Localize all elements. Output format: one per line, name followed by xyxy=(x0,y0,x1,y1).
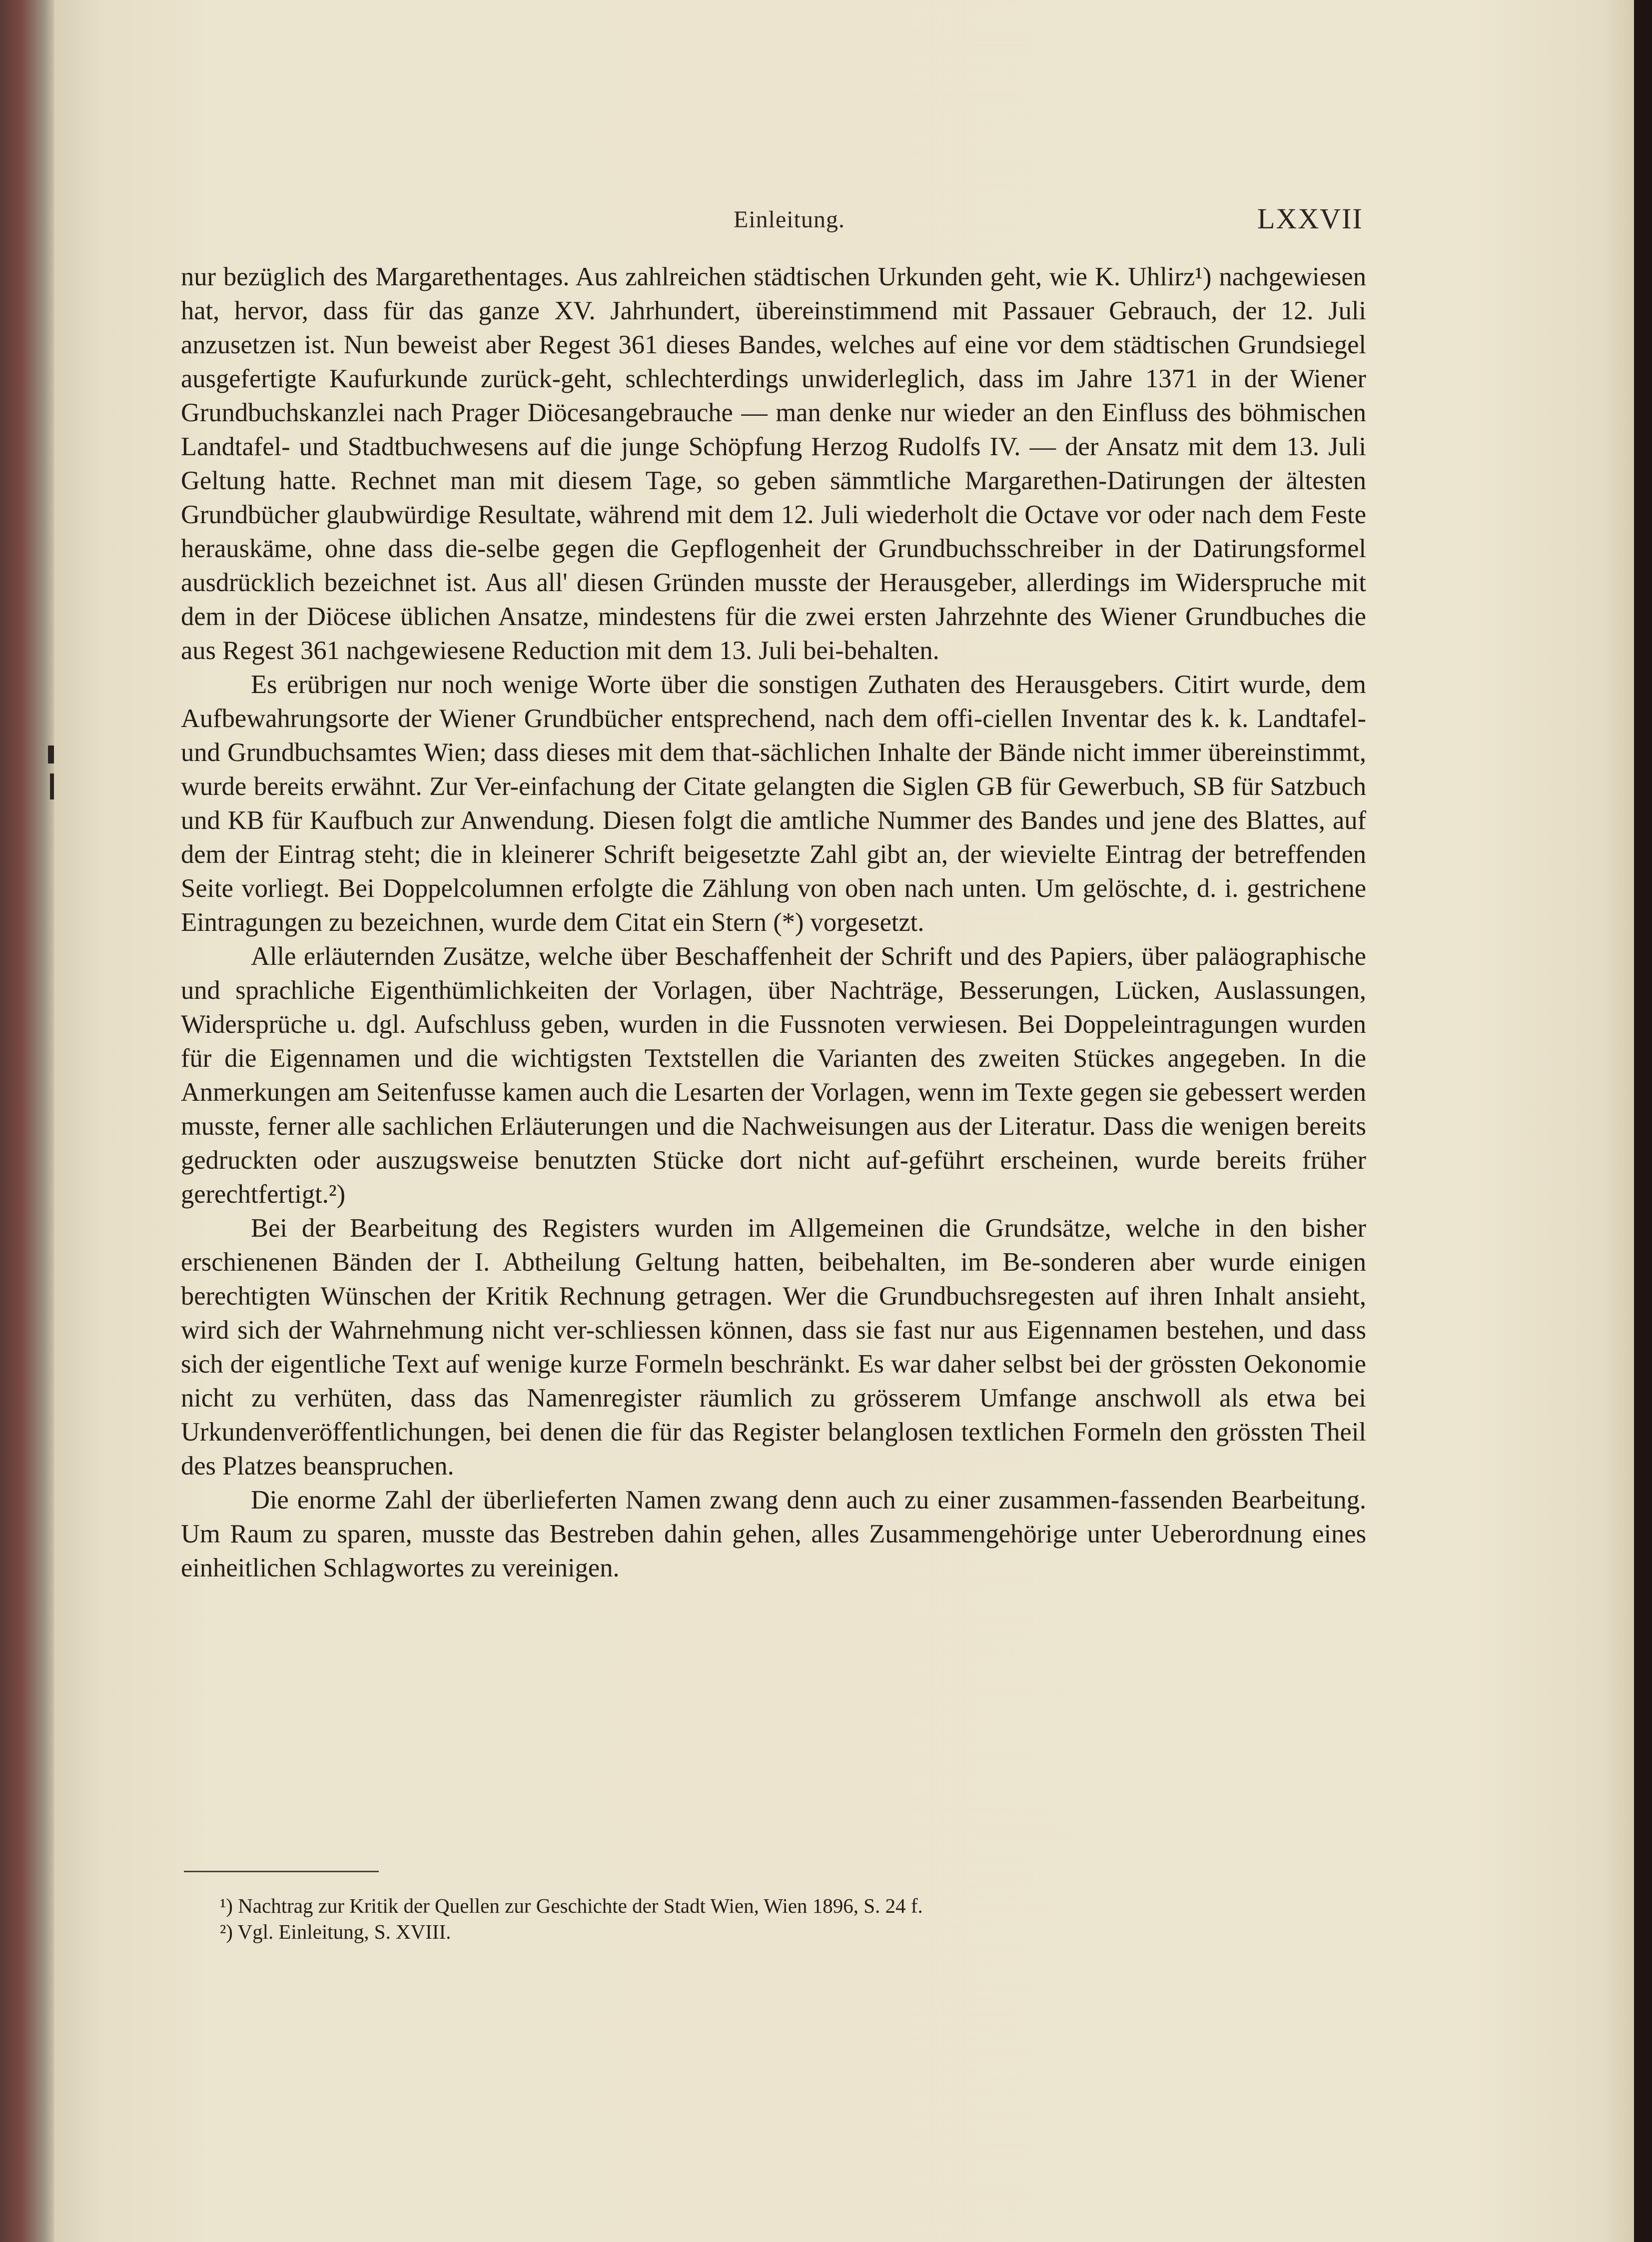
text-line: Formeln den grössten Theil des Platzes beanspruchen. xyxy=(181,1418,1367,1481)
paragraph-1 xyxy=(181,260,1366,668)
text-line: einfachung der Citate gelangten die Siglen GB für Gewerbuch, SB für Satzbuch und KB xyxy=(181,772,1366,835)
running-header xyxy=(54,202,1634,246)
text-line: Bei der Bearbeitung des Registers wurden im Allgemeinen die Grundsätze, welche xyxy=(251,1214,1200,1243)
text-line: etwa bei Urkundenveröffentlichungen, bei denen die für das Register belanglosen textlichen xyxy=(181,1384,1366,1447)
text-line: in den bisher erschienenen Bänden der I. Abtheilung Geltung hatten, beibehalten, im Be- xyxy=(181,1214,1366,1277)
text-line: Es erübrigen nur noch wenige Worte über die sonstigen Zuthaten des Herausgebers. xyxy=(251,670,1165,699)
text-line: sonderen aber wurde einigen berechtigten Wünschen der Kritik Rechnung getragen. Wer xyxy=(181,1248,1366,1311)
text-line: für Kaufbuch zur Anwendung. Diesen folgt die amtliche Nummer des Bandes und jene xyxy=(271,806,1196,835)
text-line: am Seitenfusse kamen auch die Lesarten der Vorlagen, wenn im Texte gegen sie gebessert xyxy=(337,1078,1283,1107)
text-line: Uhlirz¹) nachgewiesen hat, hervor, dass für das ganze XV. Jahrhundert, übereinstimmend xyxy=(181,262,1366,325)
footnotes xyxy=(220,1893,1344,1945)
text-line: Bandes, welches auf eine vor dem städtischen Grundsiegel ausgefertigte Kaufurkunde zurück- xyxy=(181,330,1367,393)
paragraph-5 xyxy=(181,1483,1366,1585)
text-line: des Blattes, auf dem der Eintrag steht; die in kleinerer Schrift beigesetzte Zahl gibt an, xyxy=(181,806,1367,869)
footnote-2: ²) Vgl. Einleitung, S. XVIII. xyxy=(220,1920,451,1943)
text-line: schliessen können, dass sie fast nur aus Eigennamen bestehen, und dass sich der eigentliche xyxy=(181,1316,1366,1379)
paragraph-2 xyxy=(181,668,1366,939)
book-spine-edge xyxy=(0,0,54,2242)
text-line: werden musste, ferner alle sachlichen Erläuterungen und die Nachweisungen aus der Literatur. xyxy=(181,1078,1367,1141)
text-line: Wiener Grundbuches die aus Regest 361 nachgewiesene Reduction mit dem 13. Juli bei- xyxy=(181,602,1366,665)
text-line: Citirt wurde, dem Aufbewahrungsorte der Wiener Grundbücher entsprechend, nach dem offi- xyxy=(181,670,1367,733)
text-line: der wievielte Eintrag der betreffenden Seite vorliegt. Bei Doppelcolumnen erfolgte die xyxy=(181,840,1367,903)
text-line: Text auf wenige kurze Formeln beschränkt. Es war daher selbst bei der grössten Oekonomie xyxy=(392,1350,1366,1379)
text-line: Landtafel- und Stadtbuchwesens auf die junge Schöpfung Herzog Rudolfs IV. — der Ansatz xyxy=(181,432,1179,461)
paragraph-3 xyxy=(181,939,1366,1211)
text-line: dem 12. Juli wiederholt die Octave vor oder nach dem Feste herauskäme, ohne dass die- xyxy=(181,500,1367,563)
text-line: sächlichen Inhalte der Bände nicht immer übereinstimmt, wurde bereits erwähnt. Zur Ver- xyxy=(181,738,1366,801)
text-line: nach Prager Diöcesangebrauche — man denke nur wieder an den Einfluss des böhmischen xyxy=(393,398,1367,427)
text-line: ciellen Inventar des k. k. Landtafel- und Grundbuchsamtes Wien; dass dieses mit dem that- xyxy=(181,704,1367,767)
footnote-1: ¹) Nachtrag zur Kritik der Quellen zur Geschichte der Stadt Wien, Wien 1896, S. 24 f. xyxy=(220,1894,923,1917)
main-text xyxy=(181,260,1366,1585)
text-line: Zusammengehörige unter Ueberordnung eines einheitlichen Schlagwortes zu vereinigen. xyxy=(181,1519,1367,1582)
text-line: bezeichnet ist. Aus all' diesen Gründen musste der Herausgeber, allerdings im Widerspruche xyxy=(324,568,1322,597)
text-line: mit dem 13. Juli Geltung hatte. Rechnet man mit diesem Tage, so geben sämmtliche xyxy=(181,432,1366,495)
text-line: Margarethen-Datirungen der ältesten Grundbücher glaubwürdige Resultate, während mit xyxy=(181,466,1367,529)
text-line: wichtigsten Textstellen die Varianten des zweiten Stückes angegeben. In die Anmerkungen xyxy=(181,1044,1367,1107)
text-line: wurde dem Citat ein Stern (*) vorgesetzt. xyxy=(491,908,924,937)
text-line: behalten. xyxy=(843,636,939,665)
text-line: geht, schlechterdings unwiderleglich, dass im Jahre 1371 in der Wiener Grundbuchskanzlei xyxy=(181,364,1367,427)
text-line: geführt erscheinen, wurde bereits früher gerechtfertigt.²) xyxy=(181,1146,1367,1209)
text-line: selbe gegen die Gepflogenheit der Grundbuchsschreiber in der Datirungsformel ausdrücklich xyxy=(181,534,1366,597)
text-line: mit dem in der Diöcese üblichen Ansatze, mindestens für die zwei ersten Jahrzehnte des xyxy=(181,568,1366,631)
text-line: nur bezüglich des Margarethentages. Aus zahlreichen städtischen Urkunden geht, wie K. xyxy=(181,262,1121,291)
text-line: Die enorme Zahl der überlieferten Namen zwang denn auch zu einer zusammen- xyxy=(251,1486,1120,1514)
text-line: nicht zu verhüten, dass das Namenregister räumlich zu grösserem Umfange anschwoll als xyxy=(181,1384,1249,1413)
text-line: Alle erläuternden Zusätze, welche über Beschaffenheit der Schrift und des Papiers, xyxy=(251,942,1134,971)
running-title: Einleitung. xyxy=(734,206,845,233)
text-line: Zählung von oben nach unten. Um gelöschte, d. i. gestrichene Eintragungen zu bezeichnen, xyxy=(181,874,1366,937)
text-line: die Grundbuchsregesten auf ihren Inhalt ansieht, wird sich der Wahrnehmung nicht ver- xyxy=(181,1282,1366,1345)
text-line: fassenden Bearbeitung. Um Raum zu sparen, musste das Bestreben dahin gehen, alles xyxy=(181,1486,1366,1548)
scan-right-edge xyxy=(1634,0,1652,2242)
text-line: über paläographische und sprachliche Eigenthümlichkeiten der Vorlagen, über Nachträge, xyxy=(181,942,1366,1005)
footnote-divider xyxy=(184,1871,379,1872)
paragraph-4 xyxy=(181,1211,1366,1483)
text-line: Fussnoten verwiesen. Bei Doppeleintragungen wurden für die Eigennamen und die xyxy=(181,1010,1367,1073)
margin-mark xyxy=(50,773,54,799)
text-line: Dass die wenigen bereits gedruckten oder auszugsweise benutzten Stücke dort nicht auf- xyxy=(181,1112,1366,1175)
page-number: LXXVII xyxy=(1257,202,1363,235)
text-line: mit Passauer Gebrauch, der 12. Juli anzusetzen ist. Nun beweist aber Regest 361 dieses xyxy=(181,296,1366,359)
text-line: Besserungen, Lücken, Auslassungen, Widersprüche u. dgl. Aufschluss geben, wurden in die xyxy=(181,976,1367,1039)
